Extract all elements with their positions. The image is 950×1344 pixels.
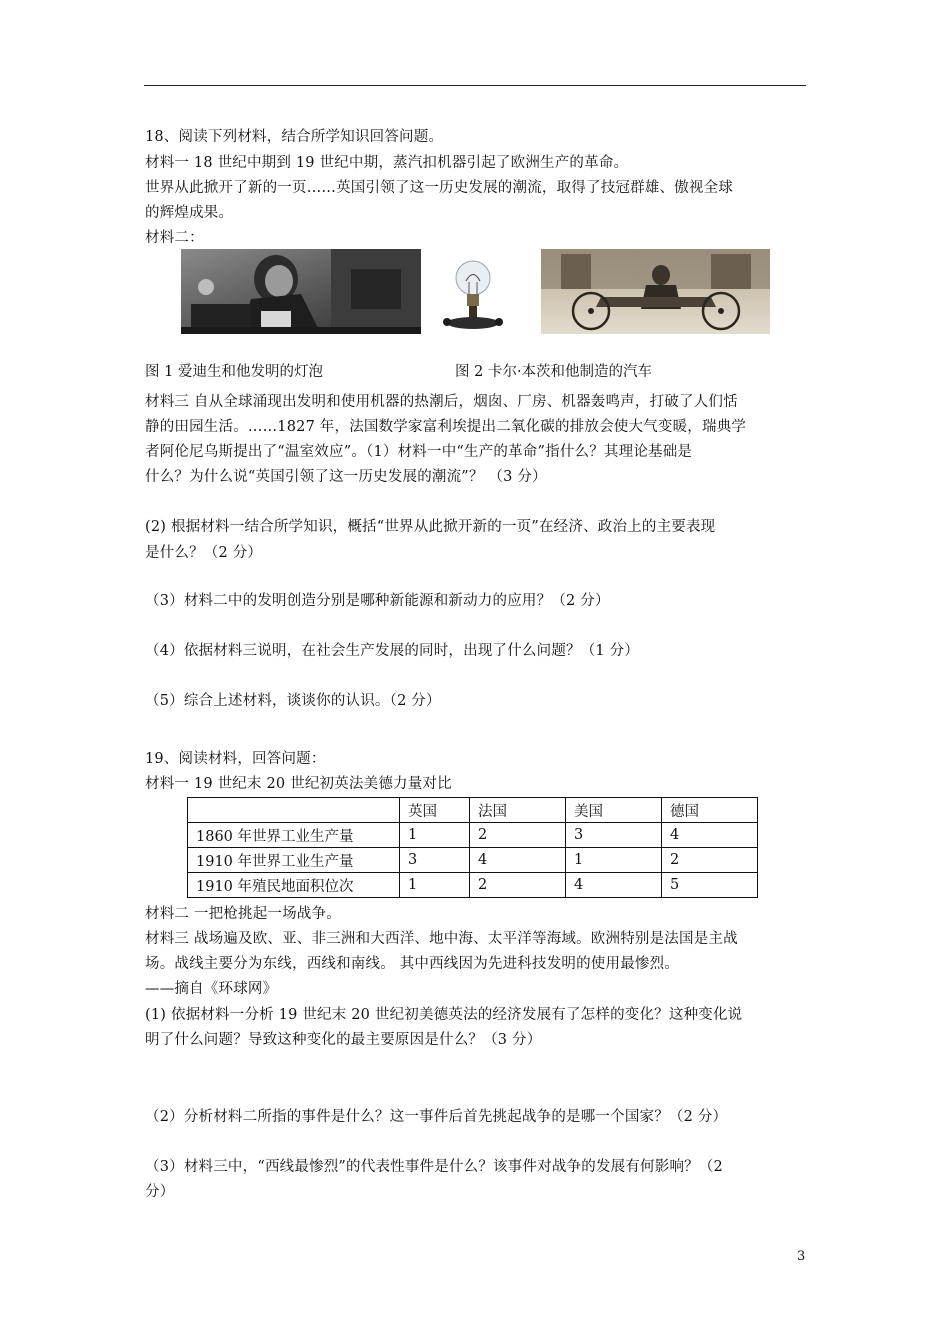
table-cell: 1910 年世界工业生产量 (188, 848, 400, 873)
q18-material3-line2: 静的田园生活。……1827 年，法国数学家富利埃提出二氧化碳的排放会使大气变暖，瑞典学 (145, 419, 747, 435)
q18-sub5: （5）综合上述材料，谈谈你的认识。（2 分） (145, 693, 441, 709)
table-row (188, 823, 758, 848)
table-cell: 4 (662, 823, 758, 848)
table-cell: 3 (400, 848, 470, 873)
table-cell: 4 (566, 873, 662, 898)
page-number: 3 (797, 1249, 806, 1264)
q19-sub3-line2: 分） (145, 1184, 175, 1200)
table-header-cell: 法国 (470, 798, 566, 823)
q19-material3-line2: 场。战线主要分为东线，西线和南线。 其中西线因为先进科技发明的使用最惨烈。 (145, 956, 680, 972)
q18-material1-line2: 世界从此掀开了新的一页……英国引领了这一历史发展的潮流，取得了技冠群雄、傲视全球 (145, 180, 733, 196)
table-cell: 2 (470, 823, 566, 848)
table-header-cell: 美国 (566, 798, 662, 823)
q18-material3-line4: 什么？为什么说“英国引领了这一历史发展的潮流”？ （3 分） (145, 469, 547, 485)
q19-sub1-line2: 明了什么问题？导致这种变化的最主要原因是什么？（3 分） (145, 1032, 542, 1048)
table-cell: 1 (400, 823, 470, 848)
q19-sub3-line1: （3）材料三中，“西线最惨烈”的代表性事件是什么？该事件对战争的发展有何影响？（2 (145, 1159, 723, 1175)
figure1-caption: 图 1 爱迪生和他发明的灯泡 (145, 364, 323, 380)
figure2-caption: 图 2 卡尔·本茨和他制造的汽车 (455, 364, 653, 380)
edison-photo (181, 249, 421, 334)
table-cell: 4 (470, 848, 566, 873)
table-header-cell (188, 798, 400, 823)
table-cell: 2 (470, 873, 566, 898)
q18-sub3: （3）材料二中的发明创造分别是哪种新能源和新动力的应用？（2 分） (145, 593, 610, 609)
table-cell: 5 (662, 873, 758, 898)
table-row (188, 873, 758, 898)
q18-material2-label: 材料二： (145, 230, 204, 246)
q19-material2: 材料二 一把枪挑起一场战争。 (145, 906, 341, 922)
q18-sub4: （4）依据材料三说明，在社会生产发展的同时，出现了什么问题？（1 分） (145, 643, 640, 659)
q18-material3-line1: 材料三 自从全球涌现出发明和使用机器的热潮后，烟囱、厂房、机器轰鸣声，打破了人们恬 (145, 394, 738, 410)
table-row (188, 848, 758, 873)
q19-material3-line1: 材料三 战场遍及欧、亚、非三洲和大西洋、地中海、太平洋等海域。欧洲特别是法国是主战 (145, 931, 738, 947)
q18-material1-line1: 材料一 18 世纪中期到 19 世纪中期，蒸汽扣机器引起了欧洲生产的革命。 (145, 155, 629, 171)
q18-material3-line3: 者阿伦尼乌斯提出了“温室效应”。（1）材料一中“生产的革命”指什么？其理论基础是 (145, 444, 693, 460)
table-cell: 1 (566, 848, 662, 873)
q19-title: 19、阅读材料，回答问题： (145, 751, 326, 767)
table-cell: 1860 年世界工业生产量 (188, 823, 400, 848)
q18-sub2-line1: (2) 根据材料一结合所学知识，概括“世界从此掀开新的一页”在经济、政治上的主要表现 (145, 519, 716, 535)
q19-material1-label: 材料一 19 世纪末 20 世纪初英法美德力量对比 (145, 776, 452, 792)
q19-sub2: （2）分析材料二所指的事件是什么？这一事件后首先挑起战争的是哪一个国家？（2 分） (145, 1109, 728, 1125)
q19-source: ——摘自《环球网》 (145, 981, 278, 997)
q18-sub2-line2: 是什么？（2 分） (145, 545, 263, 561)
table-cell: 1 (400, 873, 470, 898)
header-rule (144, 85, 806, 86)
table-header-row (188, 798, 758, 823)
table-cell: 1910 年殖民地面积位次 (188, 873, 400, 898)
table-cell: 2 (662, 848, 758, 873)
benz-car-photo (541, 249, 770, 334)
q18-material1-line3: 的辉煌成果。 (145, 205, 234, 221)
light-bulb-photo (433, 256, 513, 334)
q19-sub1-line1: (1) 依据材料一分析 19 世纪末 20 世纪初美德英法的经济发展有了怎样的变化？这种变化说 (145, 1007, 743, 1023)
table-header-cell: 德国 (662, 798, 758, 823)
q18-title: 18、阅读下列材料，结合所学知识回答问题。 (145, 129, 444, 145)
table-cell: 3 (566, 823, 662, 848)
power-comparison-table (187, 797, 758, 898)
table-header-cell: 英国 (400, 798, 470, 823)
